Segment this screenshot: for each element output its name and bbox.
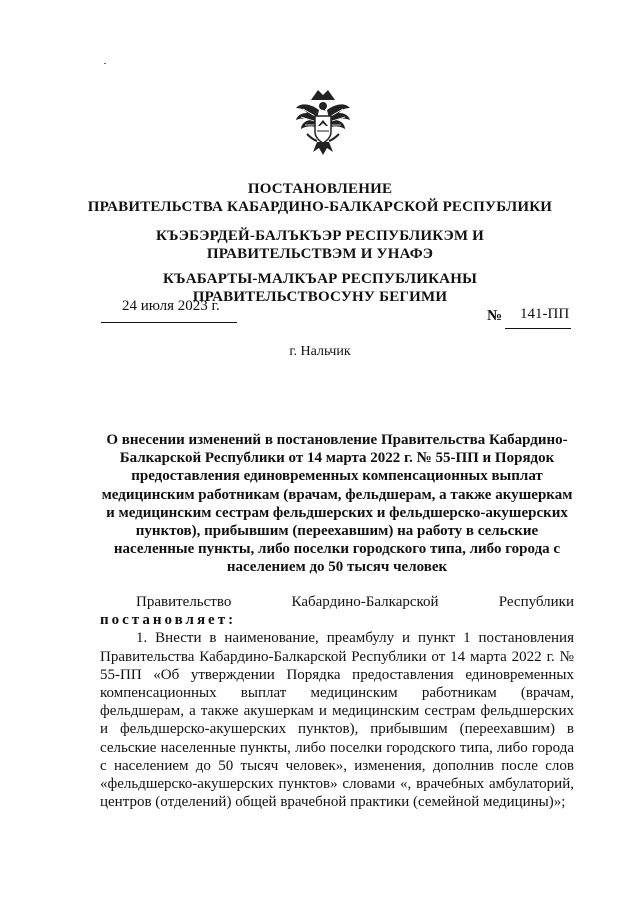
document-subject: О внесении изменений в постановление Правительства Кабардино-Балкарской Республики от 14 марта 2022 г. № 55-ПП и Порядок предоставления единовременных компенсационных выплат медицинским работникам (врачам, фельдшерам, а также акушеркам и медицинским сестрам фельдшерских и фельдшерско-акушерских пунктов), прибывшим (переехавшим) на работу в сельские населенные пункты, либо поселки городского типа, либо города с населением до 50 тысяч человек bbox=[101, 432, 573, 576]
doc-type-title: ПОСТАНОВЛЕНИЕ bbox=[247, 181, 393, 197]
number-underline bbox=[505, 328, 571, 329]
document-number: 141-ПП bbox=[520, 306, 570, 322]
issuer-line: Правительство Кабардино-Балкарской Республики bbox=[136, 594, 574, 610]
date-underline bbox=[101, 322, 237, 323]
document-date: 24 июля 2023 г. bbox=[122, 298, 220, 314]
issuer-name-krc: КЪАБАРТЫ-МАЛКЪАР РЕСПУБЛИКАНЫ ПРАВИТЕЛЬСТВОСУНУ БЕГИМИ bbox=[162, 271, 478, 305]
paragraph-item-1: 1. Внести в наименование, преамбулу и пункт 1 постановления Правительства Кабардино-Балкарской Республики от 14 марта 2022 г. № 55-ПП «Об утверждении Порядка предоставления единовременных компенсационных выплат медицинским работникам (врачам, фельдшерам, а также акушеркам и медицинским сестрам фельдшерских и фельдшерско-акушерских пунктов), прибывшим (переехавшим) в сельские населенные пункты, либо поселки городского типа, либо города с населением до 50 тысяч человек», изменения, дополнив после слов «фельдшерско-акушерских пунктов» словами «, врачебных амбулаторий, центров (отделений) общей врачебной практики (семейной медицины)»; bbox=[100, 630, 574, 811]
resolves-line: постановляет: bbox=[100, 612, 237, 629]
issuer-name-kbd: КЪЭБЭРДЕЙ-БАЛЪКЪЭР РЕСПУБЛИКЭМ И ПРАВИТЕЛЬСТВЭМ И УНАФЭ bbox=[155, 228, 485, 262]
number-sign: № bbox=[487, 308, 503, 324]
scan-speck bbox=[104, 63, 106, 64]
document-body bbox=[100, 593, 574, 811]
document-city: г. Нальчик bbox=[289, 344, 351, 359]
coat-of-arms-emblem bbox=[293, 86, 353, 158]
document-header bbox=[0, 180, 640, 216]
issuer-name-ru: ПРАВИТЕЛЬСТВА КАБАРДИНО-БАЛКАРСКОЙ РЕСПУБЛИКИ bbox=[87, 199, 553, 215]
